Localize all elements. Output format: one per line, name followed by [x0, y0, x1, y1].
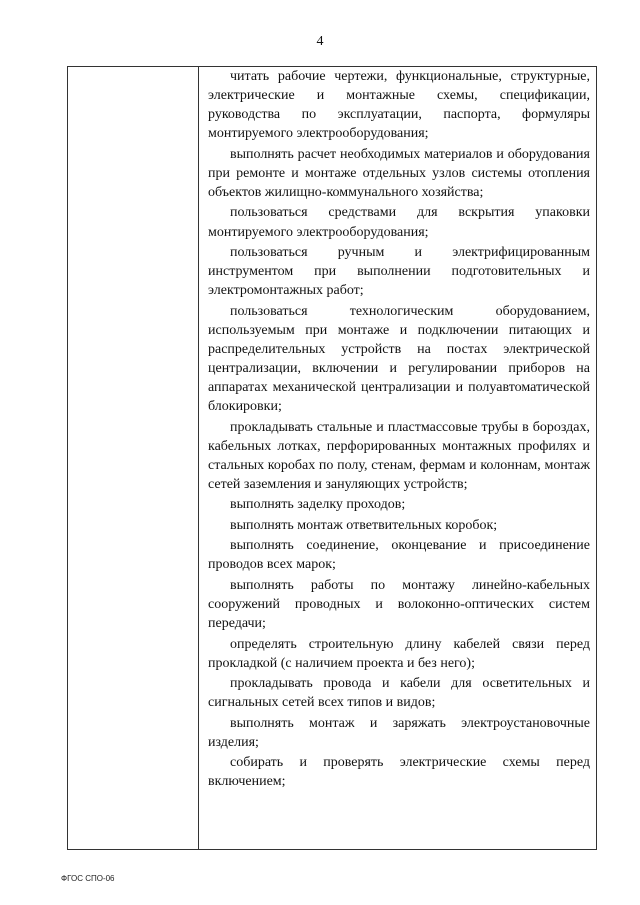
skill-item: прокладывать стальные и пластмассовые трубы в бороздах, кабельных лотках, перфорированных монтажных профилях и стальных коробах по полу, стенам, фермам и колоннам, монтаж сетей заземления и зануляющих устройств;	[208, 419, 590, 492]
content-table	[67, 66, 597, 850]
skill-item: пользоваться технологическим оборудованием, используемым при монтаже и подключении питающих и распределительных устройств на постах электрической централизации, включении и регулировании приборов на аппаратах механической централизации и полуавтоматической блокировки;	[208, 303, 590, 415]
skill-item: выполнять работы по монтажу линейно-кабельных сооружений проводных и волоконно-оптических систем передачи;	[208, 577, 590, 632]
skill-item: выполнять соединение, оконцевание и присоединение проводов всех марок;	[208, 538, 590, 573]
skill-item: пользоваться средствами для вскрытия упаковки монтируемого электрооборудования;	[208, 205, 590, 240]
skill-item: читать рабочие чертежи, функциональные, структурные, электрические и монтажные схемы, спецификации, руководства по эксплуатации, паспорта, формуляры монтируемого электрооборудования;	[208, 69, 590, 142]
footer-label: ФГОС СПО-06	[61, 874, 115, 883]
skill-item: выполнять заделку проходов;	[230, 497, 406, 513]
skill-item: прокладывать провода и кабели для осветительных и сигнальных сетей всех типов и видов;	[208, 676, 590, 711]
table-left-column	[68, 67, 199, 849]
skill-item: пользоваться ручным и электрифицированным инструментом при выполнении подготовительных и электромонтажных работ;	[208, 245, 590, 299]
skill-item: выполнять монтаж ответвительных коробок;	[230, 517, 498, 533]
skill-item: собирать и проверять электрические схемы перед включением;	[208, 755, 590, 790]
skill-item: определять строительную длину кабелей связи перед прокладкой (с наличием проекта и без него);	[208, 636, 590, 671]
page-number: 4	[316, 34, 324, 49]
skill-item: выполнять расчет необходимых материалов и оборудования при ремонте и монтаже отдельных узлов системы отопления объектов жилищно-коммунального хозяйства;	[208, 146, 590, 200]
skill-item: выполнять монтаж и заряжать электроустановочные изделия;	[208, 715, 590, 750]
skills-list	[208, 67, 590, 793]
